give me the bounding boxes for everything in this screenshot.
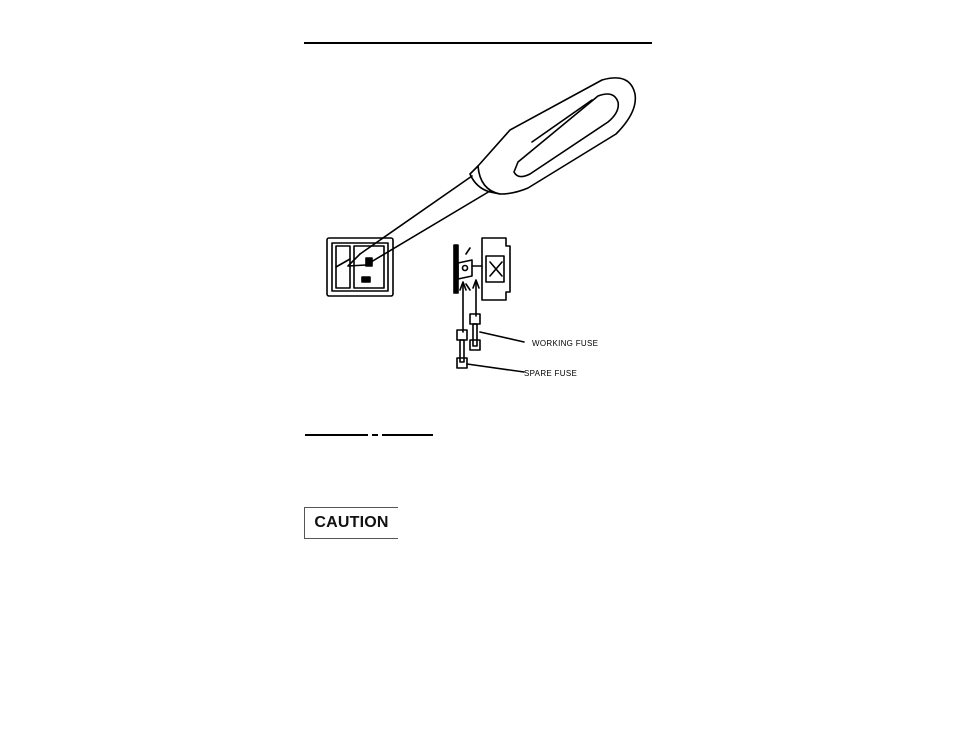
caution-label: CAUTION [314, 514, 389, 531]
fuse-replacement-drawing [300, 70, 660, 400]
section-heading-rule [372, 434, 378, 436]
section-heading-rule [382, 434, 433, 436]
power-entry-module [327, 238, 393, 296]
spare-fuse-icon [457, 330, 467, 368]
spare-fuse-leader [467, 364, 524, 372]
spare-fuse-label: SPARE FUSE [524, 369, 578, 378]
section-heading-rule [305, 434, 368, 436]
working-fuse-icon [470, 314, 480, 350]
working-fuse-label: WORKING FUSE [532, 339, 599, 348]
caution-badge [304, 507, 398, 539]
top-rule [304, 42, 652, 44]
fuse-replacement-figure [300, 70, 660, 400]
working-fuse-leader [480, 332, 524, 342]
